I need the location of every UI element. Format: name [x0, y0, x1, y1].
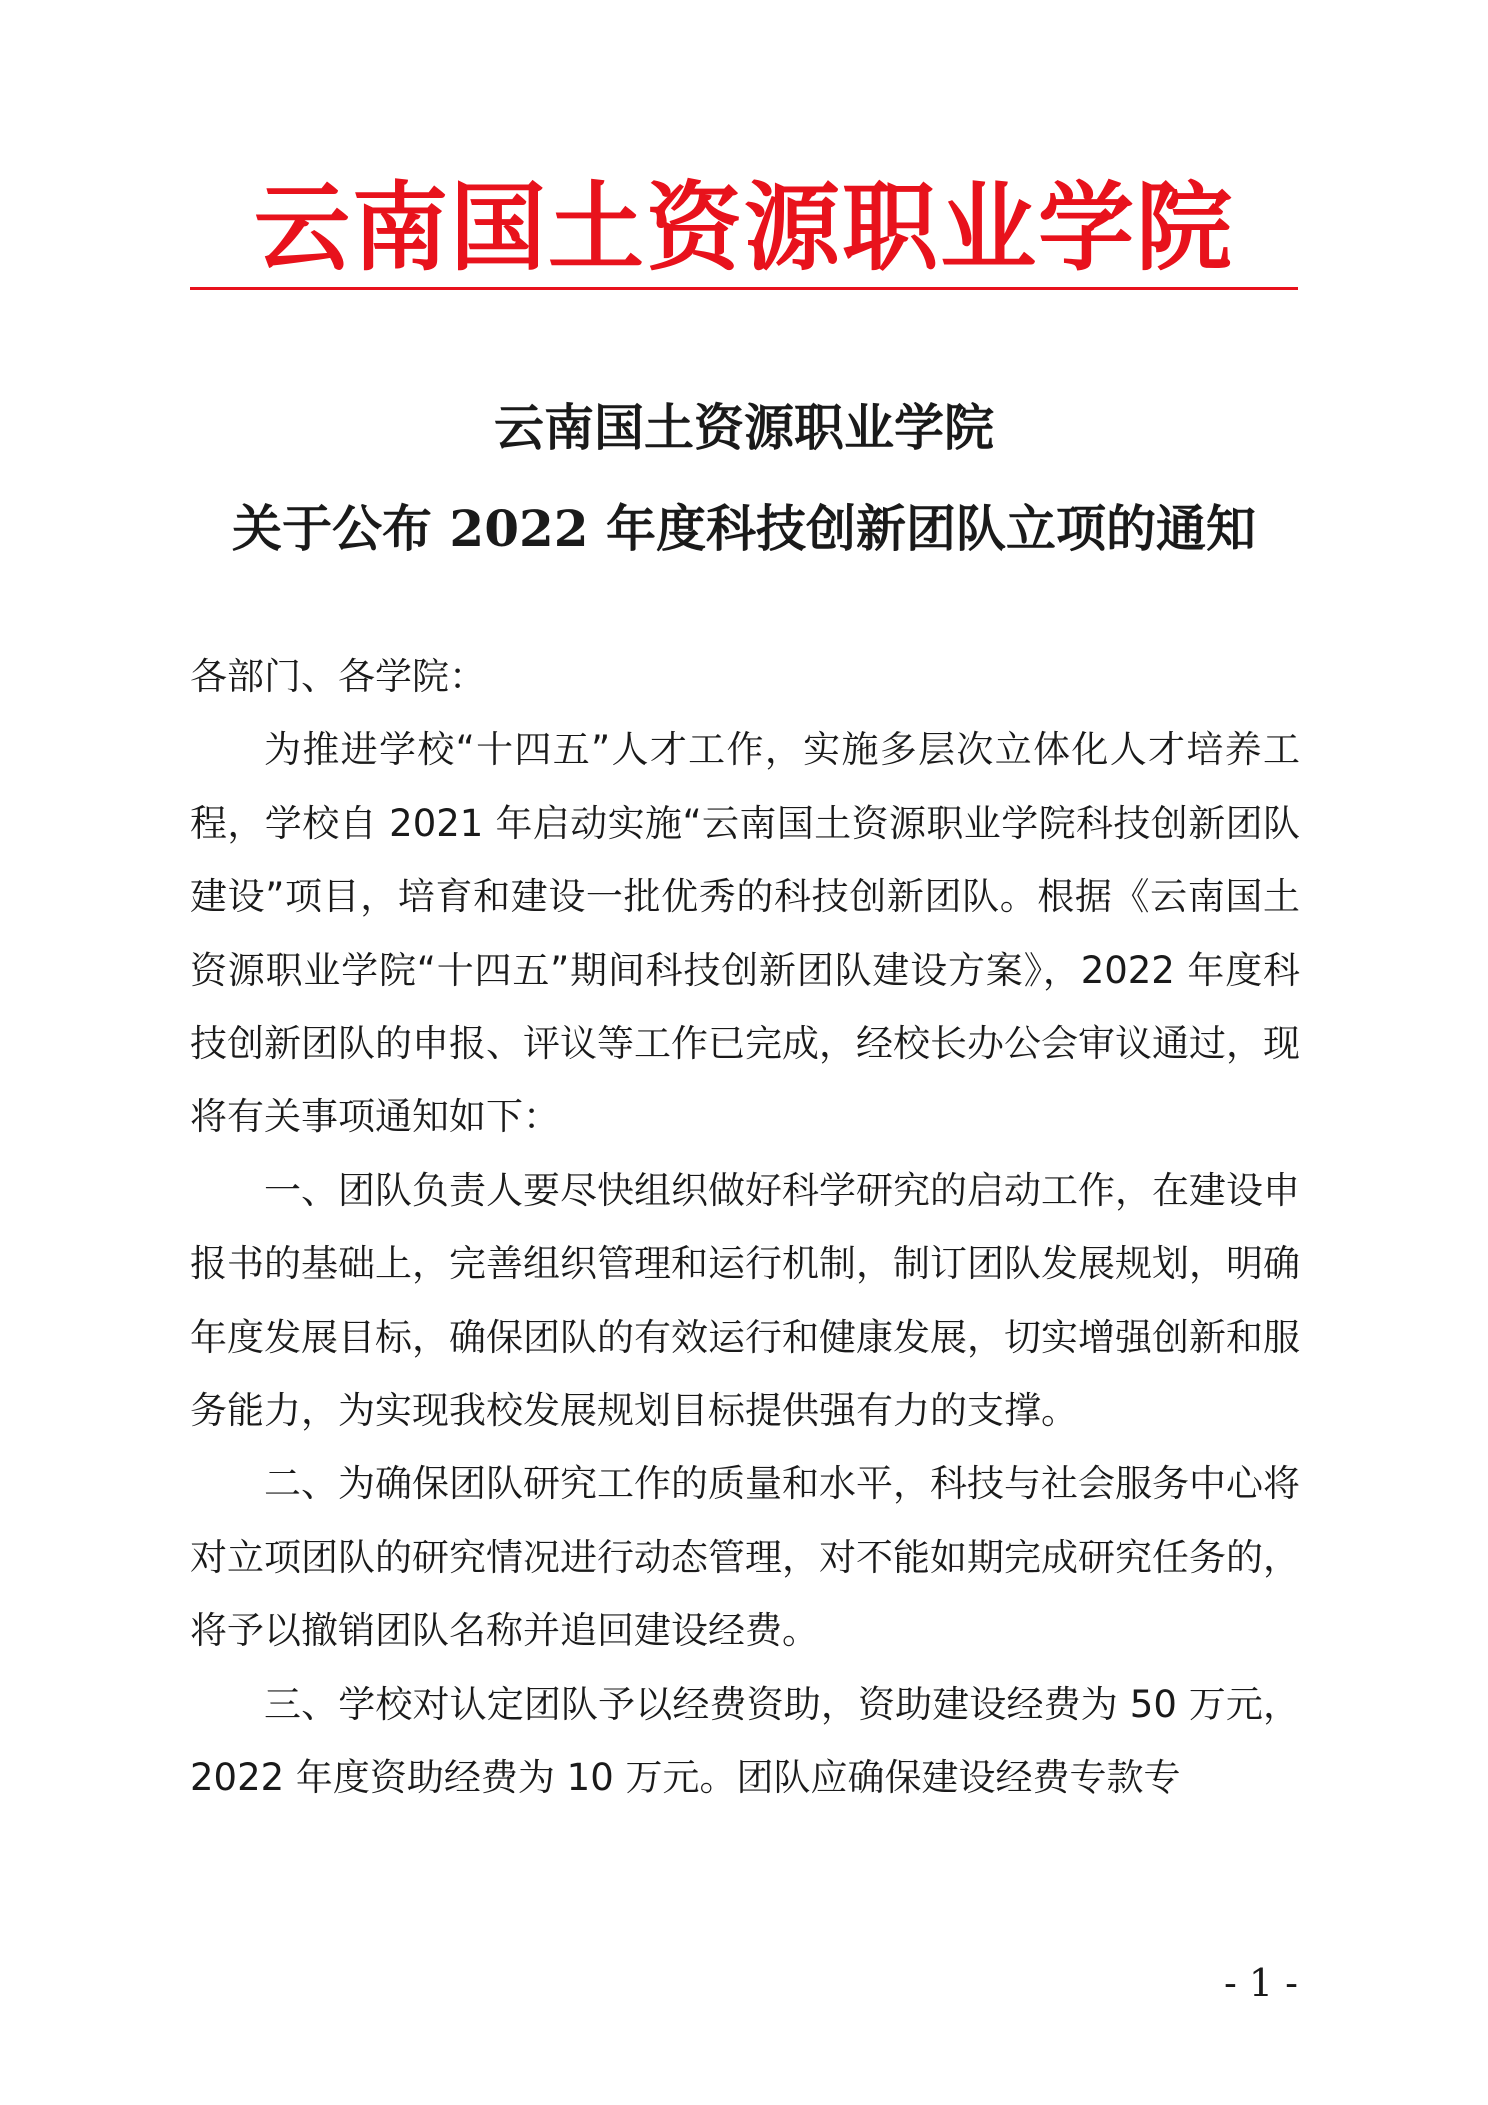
- paragraph-intro: 为推进学校“十四五”人才工作，实施多层次立体化人才培养工程，学校自 2021 年启动实施“云南国土资源职业学院科技创新团队建设”项目，培育和建设一批优秀的科技创新团队。根据《云南国土资源职业学院“十四五”期间科技创新团队建设方案》，2022 年度科技创新团队的申报、评议等工作已完成，经校长办公会审议通过，现将有关事项通知如下：: [190, 728, 1300, 1139]
- notice-title-line-1: 云南国土资源职业学院: [494, 398, 994, 457]
- page-number: - 1 -: [1223, 1961, 1298, 2005]
- paragraph-item-2: 二、为确保团队研究工作的质量和水平，科技与社会服务中心将对立项团队的研究情况进行动态管理，对不能如期完成研究任务的，将予以撤销团队名称并追回建设经费。: [190, 1462, 1300, 1653]
- salutation: 各部门、各学院：: [190, 655, 486, 698]
- letterhead-red-rule: [190, 287, 1298, 290]
- paragraph-item-1: 一、团队负责人要尽快组织做好科学研究的启动工作，在建设申报书的基础上，完善组织管理和运行机制，制订团队发展规划，明确年度发展目标，确保团队的有效运行和健康发展，切实增强创新和服务能力，为实现我校发展规划目标提供强有力的支撑。: [190, 1168, 1300, 1433]
- notice-title-line-2: 关于公布 2022 年度科技创新团队立项的通知: [232, 499, 1256, 558]
- letterhead-institution-name: 云南国土资源职业学院: [254, 171, 1234, 284]
- paragraph-item-3: 三、学校对认定团队予以经费资助，资助建设经费为 50 万元，2022 年度资助经费为 10 万元。团队应确保建设经费专款专: [190, 1682, 1300, 1800]
- notice-body: [190, 640, 1300, 1815]
